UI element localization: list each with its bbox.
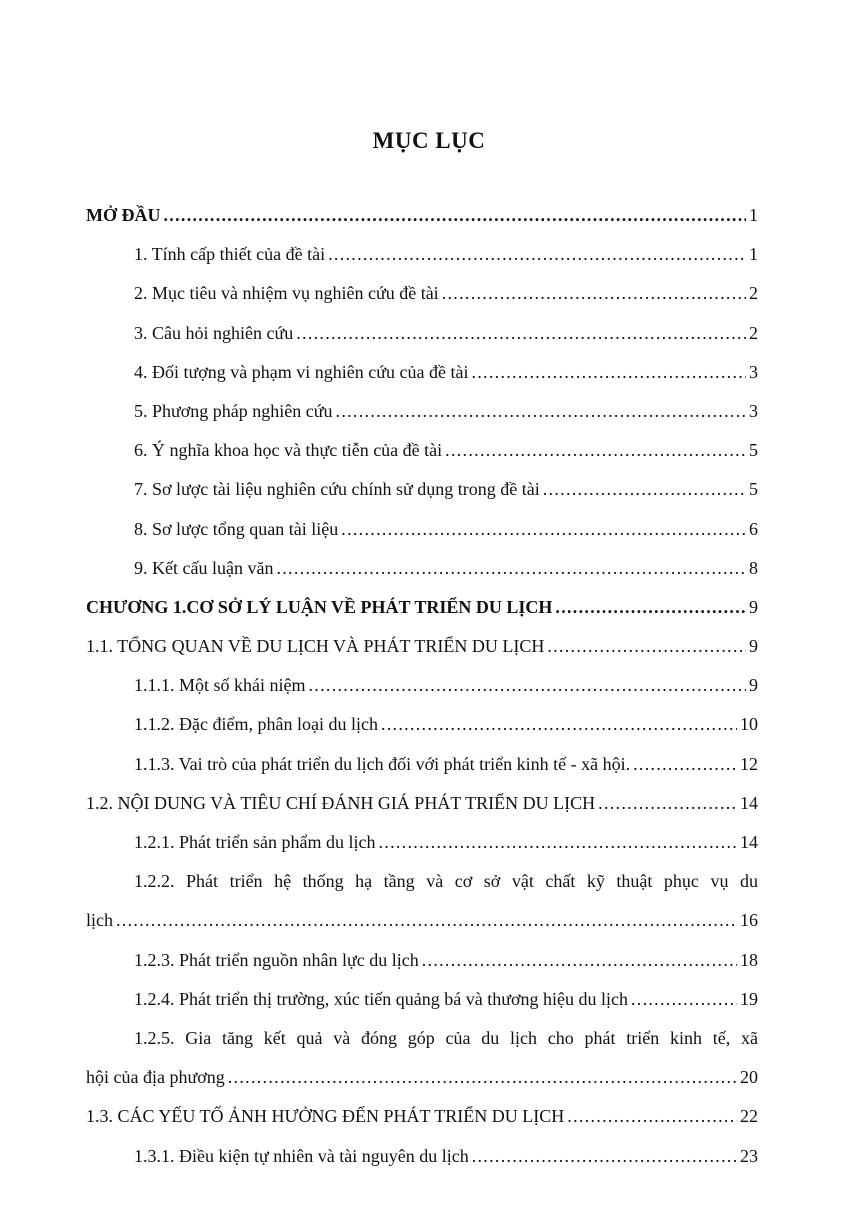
dot-leader xyxy=(336,401,746,422)
toc-entry[interactable] xyxy=(86,708,758,747)
toc-entry-label: 9. Kết cấu luận văn xyxy=(134,557,274,578)
toc-entry[interactable] xyxy=(86,944,758,983)
toc-entry[interactable] xyxy=(86,983,758,1022)
dot-leader xyxy=(164,205,747,226)
dot-leader xyxy=(567,1106,737,1127)
toc-entry-label: 1.3.1. Điều kiện tự nhiên và tài nguyên du lịch xyxy=(134,1145,469,1166)
toc-entry-page-number: 2 xyxy=(749,283,758,304)
toc-entry[interactable] xyxy=(86,826,758,865)
toc-entry-page-number: 23 xyxy=(740,1145,758,1166)
dot-leader xyxy=(116,910,737,931)
toc-entry[interactable] xyxy=(86,356,758,395)
dot-leader xyxy=(445,440,746,461)
toc-entry[interactable] xyxy=(86,865,758,943)
toc-entry-label: 1.1.2. Đặc điểm, phân loại du lịch xyxy=(134,714,378,735)
dot-leader xyxy=(442,283,746,304)
toc-entry-page-number: 6 xyxy=(749,518,758,539)
toc-entry-page-number: 3 xyxy=(749,361,758,382)
toc-entry-label: 1. Tính cấp thiết của đề tài xyxy=(134,244,326,265)
toc-entry-label: 1.1.1. Một số khái niệm xyxy=(134,675,306,696)
toc-entry-page-number: 22 xyxy=(740,1106,758,1127)
toc-entry[interactable] xyxy=(86,238,758,277)
table-of-contents xyxy=(86,199,758,1179)
dot-leader xyxy=(422,950,737,971)
toc-entry-label: 1.2. NỘI DUNG VÀ TIÊU CHÍ ĐÁNH GIÁ PHÁT TRIỂN DU LỊCH xyxy=(86,792,596,813)
toc-entry[interactable] xyxy=(86,630,758,669)
toc-entry-page-number: 3 xyxy=(749,400,758,421)
toc-entry-label: 1.1. TỔNG QUAN VỀ DU LỊCH VÀ PHÁT TRIỂN DU LỊCH xyxy=(86,636,545,657)
toc-entry-page-number: 5 xyxy=(749,440,758,461)
dot-leader xyxy=(341,519,746,540)
toc-entry-page-number: 8 xyxy=(749,557,758,578)
toc-entry-label: 5. Phương pháp nghiên cứu xyxy=(134,400,333,421)
toc-entry-page-number: 20 xyxy=(740,1067,758,1088)
toc-entry-page-number: 1 xyxy=(749,205,758,225)
toc-entry-label: 1.2.4. Phát triển thị trường, xúc tiến quảng bá và thương hiệu du lịch xyxy=(134,988,628,1009)
toc-entry-label: 1.1.3. Vai trò của phát triển du lịch đối với phát triển kinh tế - xã hội. xyxy=(134,753,631,774)
dot-leader xyxy=(309,675,747,696)
toc-entry[interactable] xyxy=(86,1140,758,1179)
toc-entry-page-number: 1 xyxy=(749,244,758,265)
dot-leader xyxy=(378,832,737,853)
toc-entry-label: 2. Mục tiêu và nhiệm vụ nghiên cứu đề tài xyxy=(134,283,439,304)
toc-entry-page-number: 2 xyxy=(749,322,758,343)
toc-entry[interactable] xyxy=(86,473,758,512)
toc-entry-label-first-line: 1.2.5. Gia tăng kết quả và đóng góp của du lịch cho phát triển kinh tế, xã xyxy=(134,1027,758,1048)
toc-entry-label: 4. Đối tượng và phạm vi nghiên cứu của đề tài xyxy=(134,361,469,382)
toc-entry-label: MỞ ĐẦU xyxy=(86,205,161,225)
toc-entry-label: 8. Sơ lược tổng quan tài liệu xyxy=(134,518,339,539)
toc-entry[interactable] xyxy=(86,434,758,473)
toc-entry-page-number: 12 xyxy=(740,753,758,774)
toc-entry-page-number: 18 xyxy=(740,949,758,970)
dot-leader xyxy=(598,793,737,814)
dot-leader xyxy=(472,1146,737,1167)
toc-entry[interactable] xyxy=(86,748,758,787)
dot-leader xyxy=(547,636,746,657)
dot-leader xyxy=(631,989,737,1010)
toc-entry-page-number: 14 xyxy=(740,832,758,852)
dot-leader xyxy=(381,714,737,735)
toc-entry[interactable] xyxy=(86,787,758,826)
toc-entry-page-number: 19 xyxy=(740,988,758,1009)
dot-leader xyxy=(228,1067,737,1088)
toc-entry[interactable] xyxy=(86,395,758,434)
toc-entry-label: 7. Sơ lược tài liệu nghiên cứu chính sử dụng trong đề tài xyxy=(134,479,540,500)
toc-entry-label-first-line: 1.2.2. Phát triển hệ thống hạ tầng và cơ sở vật chất kỹ thuật phục vụ du xyxy=(134,871,758,892)
toc-entry[interactable] xyxy=(86,1022,758,1100)
page-title: MỤC LỤC xyxy=(372,128,486,153)
toc-entry-page-number: 9 xyxy=(749,675,758,696)
toc-entry[interactable] xyxy=(86,277,758,316)
toc-entry-label: 1.3. CÁC YẾU TỐ ẢNH HƯỞNG ĐẾN PHÁT TRIỂN DU LỊCH xyxy=(86,1106,565,1127)
dot-leader xyxy=(328,244,746,265)
toc-entry[interactable] xyxy=(86,317,758,356)
toc-entry-page-number: 10 xyxy=(740,714,758,735)
dot-leader xyxy=(633,754,737,775)
toc-entry-label: lịch xyxy=(86,910,113,931)
dot-leader xyxy=(296,323,746,344)
toc-entry-label: 6. Ý nghĩa khoa học và thực tiễn của đề tài xyxy=(134,440,443,461)
toc-entry[interactable] xyxy=(86,1100,758,1139)
toc-entry-label: hội của địa phương xyxy=(86,1067,225,1088)
toc-entry-label: 3. Câu hỏi nghiên cứu xyxy=(134,322,294,343)
toc-entry-page-number: 9 xyxy=(749,636,758,657)
toc-entry[interactable] xyxy=(86,591,758,630)
toc-entry-label: 1.2.1. Phát triển sản phẩm du lịch xyxy=(134,832,376,852)
toc-entry[interactable] xyxy=(86,513,758,552)
toc-entry-label: CHƯƠNG 1.CƠ SỞ LÝ LUẬN VỀ PHÁT TRIỂN DU LỊCH xyxy=(86,596,553,617)
toc-entry-page-number: 9 xyxy=(749,596,758,617)
toc-entry-page-number: 5 xyxy=(749,479,758,500)
toc-entry[interactable] xyxy=(86,669,758,708)
dot-leader xyxy=(555,597,746,618)
toc-entry-label: 1.2.3. Phát triển nguồn nhân lực du lịch xyxy=(134,949,419,970)
toc-entry-page-number: 14 xyxy=(740,792,758,813)
toc-entry[interactable] xyxy=(86,552,758,591)
dot-leader xyxy=(276,558,746,579)
toc-entry-page-number: 16 xyxy=(740,910,758,931)
dot-leader xyxy=(471,362,746,383)
toc-entry[interactable] xyxy=(86,199,758,238)
dot-leader xyxy=(543,479,746,500)
